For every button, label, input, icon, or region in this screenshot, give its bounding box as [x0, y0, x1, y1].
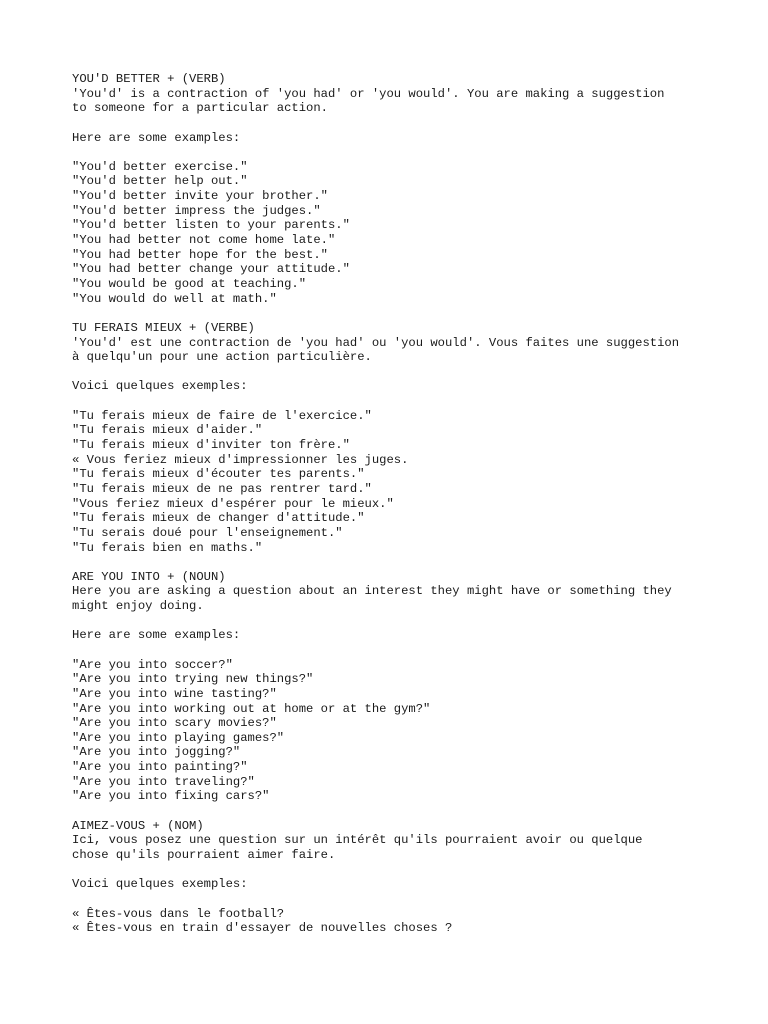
text-line: 'You'd' is a contraction of 'you had' or 'you would'. You are making a suggestion — [72, 86, 665, 101]
text-line: Here are some examples: — [72, 628, 241, 643]
blank-line — [72, 116, 712, 131]
text-line: "Tu ferais mieux d'écouter tes parents." — [72, 467, 365, 482]
text-line: "Are you into playing games?" — [72, 730, 285, 745]
text-line: « Vous feriez mieux d'impressionner les juges. — [72, 452, 409, 467]
text-line: "Are you into trying new things?" — [72, 672, 314, 687]
text-line: might enjoy doing. — [72, 599, 204, 614]
text-line: "Tu ferais mieux de faire de l'exercice." — [72, 408, 372, 423]
text-line: "You'd better help out." — [72, 174, 248, 189]
text-line: "Vous feriez mieux d'espérer pour le mieux." — [72, 496, 394, 511]
blank-line — [72, 614, 712, 629]
text-line: "Are you into soccer?" — [72, 657, 233, 672]
section-heading: ARE YOU INTO + (NOUN) — [72, 569, 226, 584]
blank-line — [72, 555, 712, 570]
blank-line — [72, 643, 712, 658]
text-line: Voici quelques exemples: — [72, 379, 248, 394]
blank-line — [72, 145, 712, 160]
blank-line — [72, 394, 712, 409]
text-line: "Tu ferais mieux d'aider." — [72, 423, 263, 438]
text-line: "You had better hope for the best." — [72, 247, 328, 262]
blank-line — [72, 892, 712, 907]
text-line: to someone for a particular action. — [72, 101, 328, 116]
text-line: "Are you into traveling?" — [72, 774, 255, 789]
text-line: chose qu'ils pourraient aimer faire. — [72, 847, 336, 862]
section-heading: AIMEZ-VOUS + (NOM) — [72, 818, 204, 833]
blank-line — [72, 306, 712, 321]
text-line: "Are you into scary movies?" — [72, 716, 277, 731]
text-line: à quelqu'un pour une action particulière. — [72, 350, 372, 365]
text-line: "Tu ferais mieux de ne pas rentrer tard." — [72, 481, 372, 496]
section-heading: TU FERAIS MIEUX + (VERBE) — [72, 320, 255, 335]
text-line: "You would be good at teaching." — [72, 276, 307, 291]
text-line: Here you are asking a question about an interest they might have or something they — [72, 584, 672, 599]
text-line: "Tu ferais mieux d'inviter ton frère." — [72, 438, 350, 453]
text-line: "You'd better impress the judges." — [72, 203, 321, 218]
document-page — [72, 72, 712, 936]
text-line: "You would do well at math." — [72, 291, 277, 306]
text-line: "You had better change your attitude." — [72, 262, 350, 277]
text-line: "You'd better invite your brother." — [72, 189, 328, 204]
text-line: « Êtes-vous en train d'essayer de nouvelles choses ? — [72, 921, 453, 936]
text-line: 'You'd' est une contraction de 'you had' ou 'you would'. Vous faites une suggestion — [72, 335, 680, 350]
text-line: « Êtes-vous dans le football? — [72, 906, 285, 921]
text-line: Here are some examples: — [72, 130, 241, 145]
text-line: "Are you into working out at home or at the gym?" — [72, 701, 431, 716]
text-line: "You had better not come home late." — [72, 233, 336, 248]
text-line: "Are you into fixing cars?" — [72, 789, 270, 804]
text-line: "Are you into jogging?" — [72, 745, 241, 760]
text-line: "Are you into painting?" — [72, 760, 248, 775]
text-line: "You'd better listen to your parents." — [72, 218, 350, 233]
blank-line — [72, 365, 712, 380]
text-line: Ici, vous posez une question sur un intérêt qu'ils pourraient avoir ou quelque — [72, 833, 643, 848]
text-line: "Tu ferais bien en maths." — [72, 540, 263, 555]
blank-line — [72, 863, 712, 878]
text-line: "Tu serais doué pour l'enseignement." — [72, 525, 343, 540]
section-heading: YOU'D BETTER + (VERB) — [72, 72, 226, 86]
text-line: "Are you into wine tasting?" — [72, 686, 277, 701]
blank-line — [72, 804, 712, 819]
text-line: Voici quelques exemples: — [72, 877, 248, 892]
text-line: "Tu ferais mieux de changer d'attitude." — [72, 511, 365, 526]
text-line: "You'd better exercise." — [72, 159, 248, 174]
